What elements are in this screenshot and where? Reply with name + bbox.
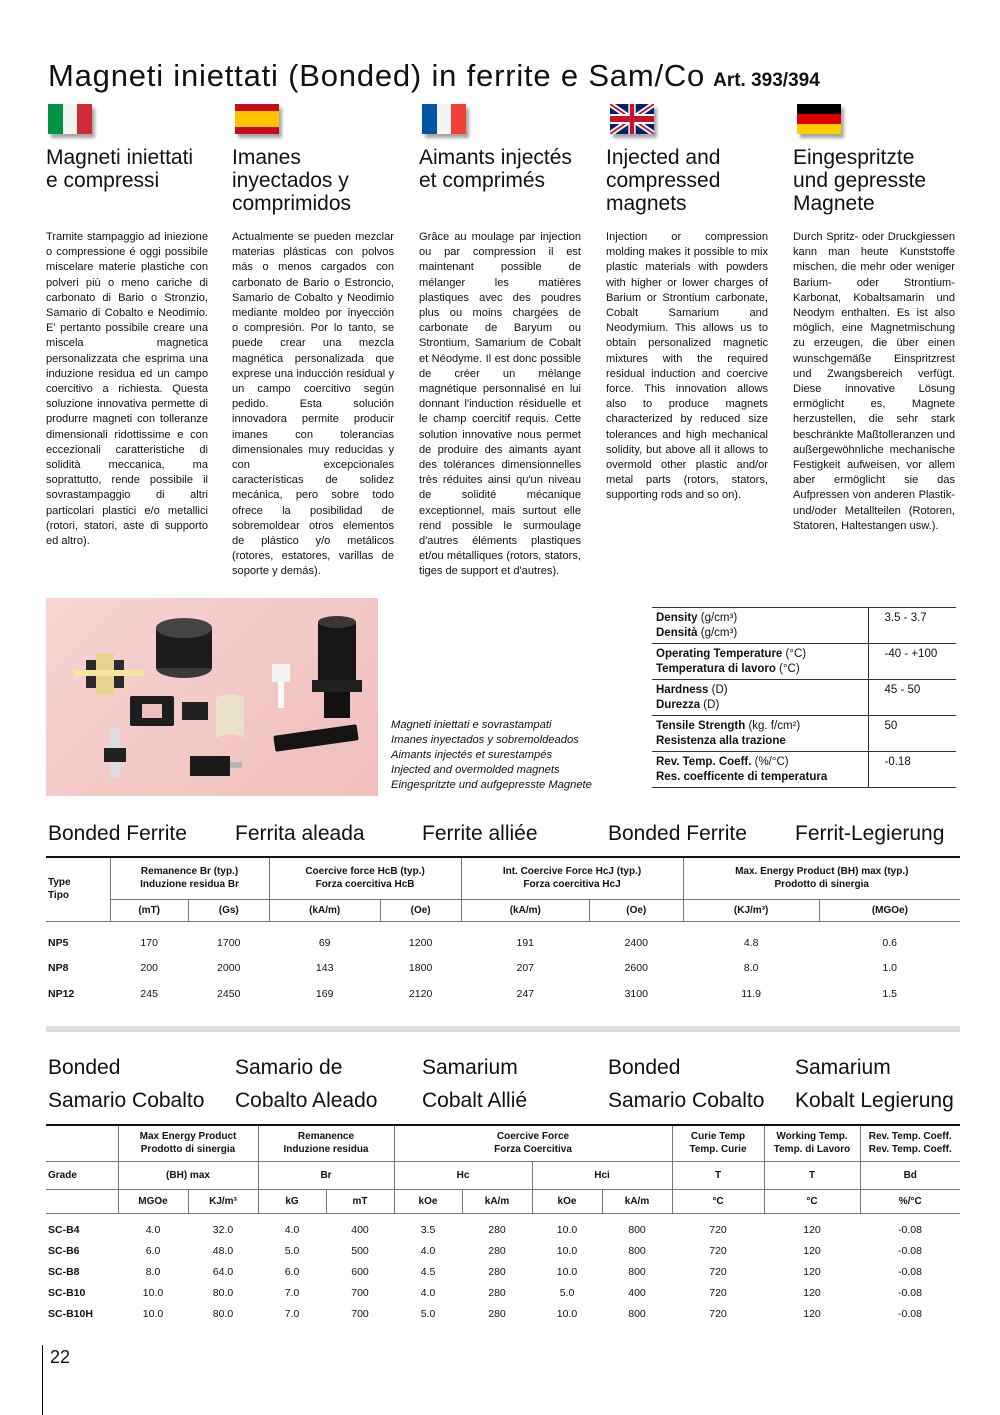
property-value: 50: [868, 716, 956, 752]
value-cell: 280: [488, 1286, 506, 1299]
value-cell: -0.08: [898, 1244, 922, 1257]
section-heading: Bonded Ferrite: [48, 822, 187, 845]
caption-line: Magneti iniettati e sovrastampati: [391, 719, 552, 731]
group-header: Max Energy Product Prodotto di sinergia: [118, 1125, 258, 1161]
value-cell: 143: [315, 962, 334, 974]
unit-header: kA/m: [602, 1189, 672, 1213]
symbols-row: [46, 1161, 960, 1189]
column-heading: Magneti iniettati e compressi: [46, 146, 194, 192]
symbol-header: Br: [258, 1161, 394, 1189]
value-cell: 700: [351, 1307, 369, 1320]
unit-header: kG: [258, 1189, 326, 1213]
column-italian: [46, 146, 208, 549]
column-text: Durch Spritz- oder Druckgiessen kann man heute Kunststoffe mischen, die mehr oder weniger Barium- oder Strontium-Karbonat, Kobaltsamarin und Neodym enthalten. Es ist also möglich, eine Magnetmischung zu erzeugen, die über einen wunschgemäße Einspritzrest und Zwangsbereich verfügt. Diese innovative Lösung ermöglicht es, Magnete herzustellen, die sehr stark beschränkte Maßtolleranzen und außergewöhnliche mechanische Festigkeit aufweisen, vor allem aber ermöglicht sie das Aufpressen von anderen Plastik- und/oder Metallteilen (Rotoren, Statoren, Haltestangen usw.).: [793, 231, 955, 532]
property-value: -0.18: [868, 752, 956, 788]
value-cell: 80.0: [212, 1307, 234, 1320]
unit-header: (Gs): [188, 899, 269, 921]
value-cell: -0.08: [898, 1265, 922, 1278]
value-cell: 400: [351, 1223, 369, 1236]
group-header: Curie Temp Temp. Curie: [672, 1125, 764, 1161]
grade-cell: SC-B10H: [48, 1307, 93, 1320]
section-heading: Ferrite alliée: [422, 822, 538, 845]
table-row: [652, 752, 956, 788]
column-heading: Aimants injectés et comprimés: [419, 146, 572, 192]
value-cell: 4.5: [420, 1265, 436, 1278]
page-number: 22: [50, 1347, 71, 1367]
value-cell: 120: [803, 1265, 821, 1278]
value-cell: 8.0: [743, 962, 759, 974]
value-cell: 2600: [624, 962, 648, 974]
value-cell: 720: [709, 1223, 727, 1236]
grade-cell: SC-B8: [48, 1265, 80, 1278]
unit-header: (Oe): [590, 899, 683, 921]
flag-italy: [48, 104, 92, 134]
group-header: Working Temp. Temp. di Lavoro: [764, 1125, 860, 1161]
unit-header: (Oe): [380, 899, 461, 921]
value-cell: 80.0: [212, 1286, 234, 1299]
value-cell: 4.0: [145, 1223, 161, 1236]
type-header: Type Tipo: [46, 857, 110, 921]
table-row: [46, 1282, 960, 1303]
unit-header: (mT): [110, 899, 188, 921]
table-row: [652, 680, 956, 716]
section-heading: Samario de Cobalto Aleado: [235, 1056, 378, 1112]
caption-line: Injected and overmolded magnets: [391, 764, 560, 776]
value-cell: 5.0: [559, 1286, 575, 1299]
table-row: [652, 716, 956, 752]
group-header: Coercive Force Forza Coercitiva: [394, 1125, 672, 1161]
value-cell: 1.5: [882, 988, 897, 1000]
value-cell: 6.0: [145, 1244, 161, 1257]
value-cell: 5.0: [284, 1244, 300, 1257]
value-cell: 120: [803, 1307, 821, 1320]
grade-cell: SC-B10: [48, 1286, 86, 1299]
page-margin-line: [42, 1345, 43, 1415]
section-heading: Bonded Samario Cobalto: [608, 1056, 765, 1112]
flag-france: [422, 104, 466, 134]
unit-header: kOe: [394, 1189, 462, 1213]
value-cell: 200: [140, 962, 158, 974]
value-cell: 69: [318, 937, 331, 949]
value-cell: 720: [709, 1286, 727, 1299]
flag-spain: [235, 104, 279, 134]
unit-header: (kA/m): [269, 899, 380, 921]
unit-header: °C: [672, 1189, 764, 1213]
value-cell: 4.0: [420, 1286, 436, 1299]
section-heading: Ferrit-Legierung: [795, 822, 945, 845]
value-cell: 4.0: [420, 1244, 436, 1257]
value-cell: 280: [488, 1307, 506, 1320]
flag-uk: [610, 104, 654, 134]
value-cell: 2000: [217, 962, 241, 974]
section-heading: Bonded Samario Cobalto: [48, 1056, 205, 1112]
section-divider: [46, 1026, 960, 1032]
group-header: Rev. Temp. Coeff. Rev. Temp. Coeff.: [860, 1125, 960, 1161]
column-text: Actualmente se pueden mezclar materias plásticas con polvos más o menos cargados con carbonato de Bario o Estroncio, Samario de Cobalto y Neodimio mediante moldeo por inyección o compresión. Por lo tanto, se puede crear una mezcla magnética personalizada que exprese una inducción residual y un campo coercitivo según pedido. Esta solución innovadora permite producir imanes con tolerancias dimensionales muy reducidas y con excepcionales características de solidez mecánica, pero sobre todo ofrece la posibilidad de sobremoldear otros elementos de plástico y/o metálicos (rotores, estatores, varillas de soporte y demás).: [232, 231, 394, 578]
group-header: Remanence Br (typ.) Induzione residua Br: [110, 857, 269, 899]
value-cell: 3100: [624, 988, 648, 1000]
value-cell: 1.0: [882, 962, 897, 974]
value-cell: 600: [351, 1265, 369, 1278]
table-row: [46, 981, 960, 1007]
value-cell: 169: [315, 988, 334, 1000]
product-photo: [46, 598, 378, 796]
unit-header: (kA/m): [461, 899, 590, 921]
unit-header: °C: [764, 1189, 860, 1213]
value-cell: 11.9: [741, 988, 761, 1000]
type-cell: NP5: [48, 937, 69, 949]
property-value: 45 - 50: [868, 680, 956, 716]
ferrite-table: [46, 856, 960, 1007]
value-cell: 800: [628, 1223, 646, 1236]
value-cell: 191: [516, 937, 535, 949]
type-cell: NP12: [48, 988, 75, 1000]
table-row: [652, 644, 956, 680]
value-cell: 5.0: [420, 1307, 436, 1320]
title-text: Magneti iniettati (Bonded) in ferrite e Sam/Co: [48, 58, 706, 93]
value-cell: 1800: [408, 962, 433, 974]
value-cell: 207: [516, 962, 535, 974]
type-cell: NP8: [48, 962, 69, 974]
unit-header: kA/m: [462, 1189, 532, 1213]
value-cell: 280: [488, 1265, 506, 1278]
unit-header: KJ/m³: [188, 1189, 258, 1213]
table-row: [652, 608, 956, 644]
unit-header: (MGOe): [819, 899, 960, 921]
symbol-header: T: [764, 1161, 860, 1189]
value-cell: 120: [803, 1223, 821, 1236]
table-row: [46, 1219, 960, 1240]
value-cell: 0.6: [882, 937, 897, 949]
symbol-header: (BH) max: [118, 1161, 258, 1189]
value-cell: 400: [628, 1286, 646, 1299]
table-row: [46, 955, 960, 981]
article-number: Art. 393/394: [713, 70, 820, 91]
value-cell: 1200: [408, 937, 433, 949]
value-cell: 10.0: [142, 1307, 164, 1320]
table-row: [46, 931, 960, 955]
value-cell: 8.0: [145, 1265, 161, 1278]
property-value: -40 - +100: [868, 644, 956, 680]
value-cell: 10.0: [556, 1244, 578, 1257]
value-cell: 32.0: [212, 1223, 234, 1236]
caption-line: Imanes inyectados y sobremoldeados: [391, 734, 579, 746]
value-cell: 280: [488, 1244, 506, 1257]
column-english: [606, 146, 768, 504]
column-heading: Imanes inyectados y comprimidos: [232, 146, 352, 215]
unit-header: (KJ/m³): [683, 899, 819, 921]
value-cell: 280: [488, 1223, 506, 1236]
units-row: [46, 899, 960, 921]
value-cell: 4.8: [743, 937, 759, 949]
value-cell: 720: [709, 1265, 727, 1278]
grade-cell: SC-B6: [48, 1244, 80, 1257]
group-header: Int. Coercive Force HcJ (typ.) Forza coercitiva HcJ: [461, 857, 683, 899]
column-spanish: [232, 146, 394, 580]
value-cell: 120: [803, 1286, 821, 1299]
column-text: Tramite stampaggio ad iniezione o compressione é oggi possibile miscelare materie plastiche con polveri più o meno cariche di carbonato di Bario o Stronzio, Samario di Cobalto e Neodimio. E' pertanto possibile creare una miscela magnetica personalizzata che esprima una induzione residua ed un campo coercitivo a richiesta. Questa soluzione innovativa permette di produrre magneti con tolleranze dimensionali ridottissime e con eccezionali caratteristiche di solidità meccanica, ma soprattutto, rende possibile il sovrastampaggio di altri particolari plastici e/o metallici (rotori, statori, aste di supporto ed altro).: [46, 231, 208, 548]
column-text: Grâce au moulage par injection ou par compression il est maintenant possible de mélanger les matières plastiques avec des poudres plus ou moins chargées de carbonate de Baryum ou Strontium, Samarium de Cobalt et Néodyme. Il est donc possible de créer un mélange magnétique personnalisé en lui donnant l'induction résiduelle et le champ coercitif requis. Cette solution innovative nous permet de produire des aimants ayant des tolérances dimensionnelles très réduites ainsi qu'un niveau de solidité mécanique exceptionnel, mais surtout elle rend possible le surmoulage d'autres éléments plastiques et/ou métalliques (rotors, stators, tiges de support et d'autres).: [419, 231, 581, 578]
units-row: [46, 1189, 960, 1213]
grade-header: Grade: [48, 1169, 77, 1181]
property-label: Rev. Temp. Coeff. (%/°C) Res. coefficente di temperatura: [652, 752, 868, 788]
value-cell: -0.08: [898, 1223, 922, 1236]
page-title: [48, 58, 820, 94]
value-cell: 7.0: [284, 1286, 300, 1299]
unit-header: %/°C: [860, 1189, 960, 1213]
value-cell: 500: [351, 1244, 369, 1257]
value-cell: 245: [140, 988, 158, 1000]
symbol-header: Hc: [394, 1161, 532, 1189]
column-heading: Injected and compressed magnets: [606, 146, 721, 215]
symbol-header: Bd: [860, 1161, 960, 1189]
unit-header: mT: [326, 1189, 394, 1213]
column-text: Injection or compression molding makes it possible to mix plastic materials with powders with higher or lower charges of Barium or Strontium carbonate, Cobalt Samarium and Neodymium. This allows us to obtain personalized magnetic mixtures with the required residual induction and coercive force. This innovation allows also to produce magnets characterized by reduced size tolerances and high mechanical solidity, but above all it allows to overmold other plastic and/or metal parts (rotors, stators, supporting rods and so on).: [606, 231, 768, 502]
table-row: [46, 1303, 960, 1324]
value-cell: 4.0: [284, 1223, 300, 1236]
value-cell: 2120: [408, 988, 433, 1000]
value-cell: 10.0: [556, 1265, 578, 1278]
group-header: Max. Energy Product (BH) max (typ.) Prodotto di sinergia: [683, 857, 960, 899]
value-cell: 170: [140, 937, 158, 949]
group-header: Coercive force HcB (typ.) Forza coercitiva HcB: [269, 857, 461, 899]
grade-cell: SC-B4: [48, 1223, 80, 1236]
value-cell: 48.0: [212, 1244, 234, 1257]
value-cell: 800: [628, 1244, 646, 1257]
property-label: Operating Temperature (°C) Temperatura di lavoro (°C): [652, 644, 868, 680]
photo-caption: [391, 718, 592, 793]
value-cell: 1700: [217, 937, 241, 949]
symbol-header: Hci: [532, 1161, 672, 1189]
value-cell: 2450: [217, 988, 241, 1000]
value-cell: 120: [803, 1244, 821, 1257]
symbol-header: T: [672, 1161, 764, 1189]
section-heading: Samarium Cobalt Allié: [422, 1056, 528, 1112]
property-value: 3.5 - 3.7: [868, 608, 956, 644]
samarium-table: [46, 1124, 960, 1324]
unit-header: MGOe: [118, 1189, 188, 1213]
section-heading: Bonded Ferrite: [608, 822, 747, 845]
column-heading: Eingespritzte und gepresste Magnete: [793, 146, 927, 215]
value-cell: 720: [709, 1307, 727, 1320]
value-cell: 720: [709, 1244, 727, 1257]
property-label: Hardness (D) Durezza (D): [652, 680, 868, 716]
value-cell: 3.5: [420, 1223, 436, 1236]
value-cell: 800: [628, 1307, 646, 1320]
value-cell: 10.0: [142, 1286, 164, 1299]
property-label: Tensile Strength (kg. f/cm²) Resistenza alla trazione: [652, 716, 868, 752]
table-header-row: [46, 857, 960, 899]
table-row: [46, 1240, 960, 1261]
value-cell: 700: [351, 1286, 369, 1299]
group-header: Remanence Induzione residua: [258, 1125, 394, 1161]
unit-header: kOe: [532, 1189, 602, 1213]
value-cell: 10.0: [556, 1307, 578, 1320]
value-cell: 7.0: [284, 1307, 300, 1320]
value-cell: -0.08: [898, 1307, 922, 1320]
caption-line: Eingespritzte und aufgepresste Magnete: [391, 779, 592, 791]
column-german: [793, 146, 955, 534]
caption-line: Aimants injectés et surestampés: [391, 749, 553, 761]
column-french: [419, 146, 581, 580]
section-heading: Samarium Kobalt Legierung: [795, 1056, 954, 1112]
properties-table: [652, 607, 956, 788]
value-cell: -0.08: [898, 1286, 922, 1299]
flag-germany: [797, 104, 841, 134]
value-cell: 6.0: [284, 1265, 300, 1278]
value-cell: 64.0: [212, 1265, 234, 1278]
value-cell: 2400: [624, 937, 648, 949]
value-cell: 247: [516, 988, 535, 1000]
section-heading: Ferrita aleada: [235, 822, 365, 845]
table-header-row: [46, 1125, 960, 1161]
property-label: Density (g/cm³) Densità (g/cm³): [652, 608, 868, 644]
table-row: [46, 1261, 960, 1282]
value-cell: 800: [628, 1265, 646, 1278]
value-cell: 10.0: [556, 1223, 578, 1236]
